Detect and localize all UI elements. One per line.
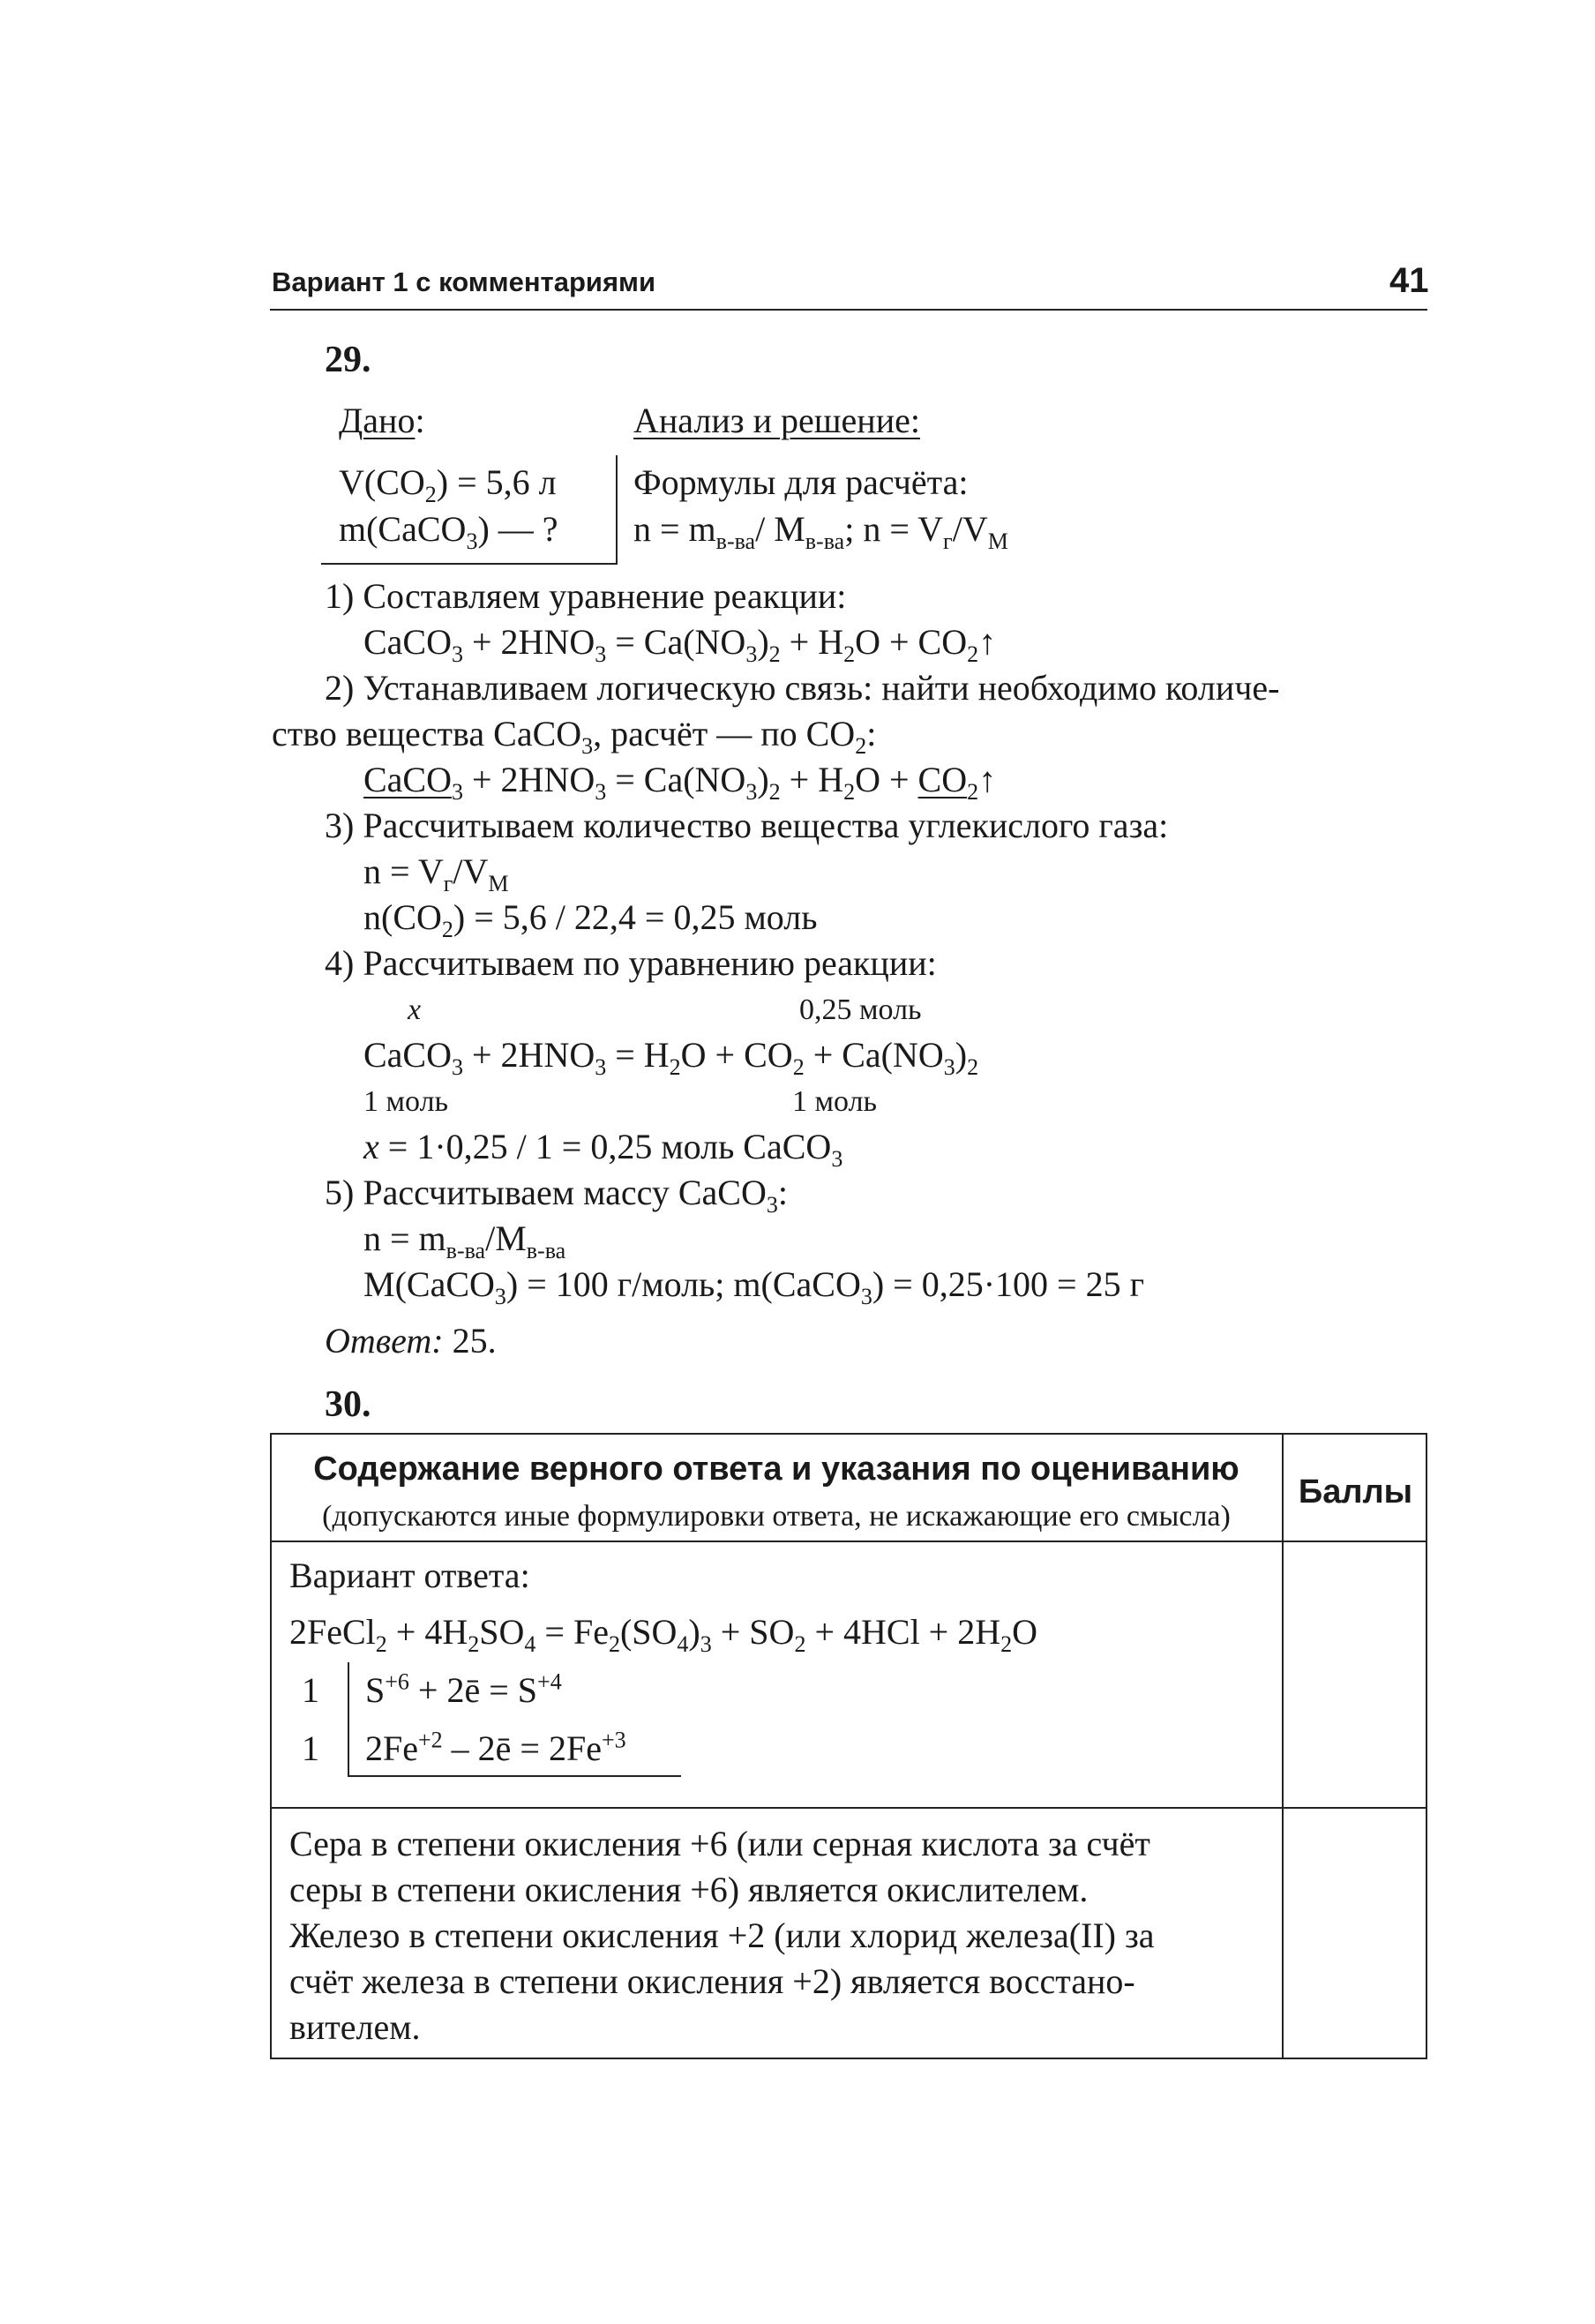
explanation-line: вителем. xyxy=(289,2007,421,2047)
balance-coefficient-1: 1 xyxy=(302,1670,319,1710)
step-4: 4) Рассчитываем по уравнению реакции: xyxy=(325,943,937,983)
table-header-note: (допускаются иные формулировки ответа, не искажающие его смысла) xyxy=(322,1500,1231,1533)
explanation-block xyxy=(289,1821,1269,2050)
step-3: 3) Рассчитываем количество вещества углекислого газа: xyxy=(325,806,1169,845)
step-5-formula: $n = m_{в-ва}/M_{в-ва}$ xyxy=(363,1218,566,1264)
step-4-mol-left: 1 моль xyxy=(363,1085,449,1118)
page-number: 41 xyxy=(1389,261,1429,300)
given-colon: : xyxy=(415,401,425,440)
variant-label: Вариант ответа: xyxy=(289,1556,530,1595)
explanation-line: Сера в степени окисления +6 (или серная кислота за счёт xyxy=(289,1824,1150,1863)
given-divider xyxy=(616,455,618,565)
step-5-calc: M(CaCO$_3$) = 100 г/моль; m(CaCO$_3$) = 0,25·100 = 25 г xyxy=(363,1264,1144,1310)
header-rule xyxy=(270,309,1427,311)
table-header-main: Содержание верного ответа и указания по оцениванию xyxy=(313,1451,1239,1488)
step-3-calc: $n(CO_2) = 5,6 / 22,4 = 0,25$ моль xyxy=(363,897,818,943)
formulas-label: Формулы для расчёта: xyxy=(633,462,969,502)
step-3-formula: $n = V_г/V_М$ xyxy=(363,851,509,897)
table-header-score: Баллы xyxy=(1298,1473,1413,1511)
step-2-line-2: ство вещества CaCO$_3$, расчёт — по $CO_2$: xyxy=(272,714,877,760)
reaction-equation-1: CaCO$_3$ + $2HNO_3 = Ca(NO_3)_2 + H_2O$ + $CO_2↑$ xyxy=(363,622,997,668)
redox-equation: 2FeCl$_2$ + $4H_2SO_4 = Fe_2(SO_4)_3 + SO_2 + 4HCl + 2H_2O$ xyxy=(289,1612,1038,1658)
half-reaction-sulfur: $S^{+6}$ + 2ē = $S^{+4}$ xyxy=(365,1668,562,1710)
explanation-line: серы в степени окисления +6) является окислителем. xyxy=(289,1870,1089,1909)
given-heading xyxy=(339,403,425,439)
step-4-amount-label: 0,25 моль xyxy=(799,993,922,1026)
step-4-mol-right: 1 моль xyxy=(792,1085,878,1118)
given-mass: m(CaCO$_3$) — ? xyxy=(339,509,558,555)
balance-divider xyxy=(348,1662,349,1777)
formula-line: $n = m_{в-ва}/$ $M_{в-ва}$; $n = V_г/V_М$ xyxy=(633,509,1008,555)
answer-label: Ответ: xyxy=(325,1321,444,1361)
table-row-divider xyxy=(270,1807,1427,1809)
running-header: Вариант 1 с комментариями xyxy=(272,266,656,297)
given-label: Дано xyxy=(339,401,416,440)
given-underline xyxy=(321,563,618,565)
reaction-equation-2: CaCO$_3$ + $2HNO_3 = Ca(NO_3)_2 + H_2O$ + $CO_2↑$ xyxy=(363,760,997,806)
half-reaction-iron: $2Fe^{+2}$ – 2ē = $2Fe^{+3}$ xyxy=(365,1727,626,1768)
table-header-divider xyxy=(270,1541,1427,1542)
given-volume: $V(CO_2) = 5,6$ л xyxy=(339,462,557,508)
balance-coefficient-2: 1 xyxy=(302,1728,319,1768)
explanation-line: Железо в степени окисления +2 (или хлорид железа(II) за xyxy=(289,1915,1155,1955)
task-29-number: 29. xyxy=(325,340,371,380)
analysis-heading: Анализ и решение: xyxy=(633,401,920,440)
answer-value: 25. xyxy=(443,1321,497,1361)
balance-underline xyxy=(348,1775,681,1777)
step-4-x-label: x xyxy=(408,993,422,1026)
reaction-equation-3: CaCO$_3$ + $2HNO_3 = H_2O + CO_2 + Ca(NO_3)_2$ xyxy=(363,1035,979,1081)
step-1: 1) Составляем уравнение реакции: xyxy=(325,576,847,616)
explanation-line: счёт железа в степени окисления +2) является восстано- xyxy=(289,1961,1135,2001)
step-4-calc: x = 1·0,25 / 1 = 0,25 моль CaCO$_3$ xyxy=(363,1127,843,1173)
step-2-line-1: 2) Устанавливаем логическую связь: найти необходимо количе- xyxy=(325,668,1280,708)
step-5: 5) Рассчитываем массу CaCO$_3$: xyxy=(325,1173,788,1218)
answer-line xyxy=(325,1323,497,1359)
task-30-number: 30. xyxy=(325,1384,371,1425)
